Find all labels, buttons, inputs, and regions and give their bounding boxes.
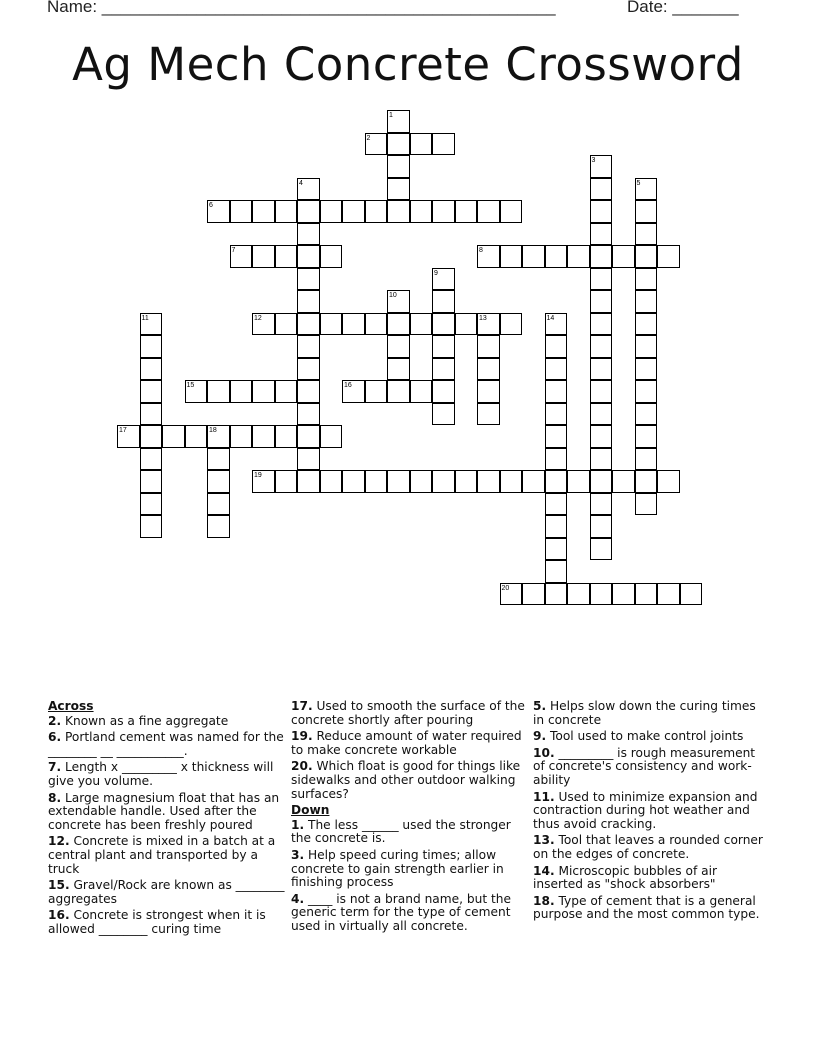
clue-item	[533, 791, 769, 832]
grid-cell[interactable]	[612, 583, 635, 606]
grid-cell[interactable]	[387, 200, 410, 223]
clue-item-number: 1.	[291, 817, 305, 832]
grid-cell[interactable]	[635, 358, 658, 381]
clue-item	[291, 730, 529, 757]
clue-number: 14	[546, 314, 555, 322]
grid-cell[interactable]	[657, 583, 680, 606]
grid-cell[interactable]	[297, 380, 320, 403]
clue-number: 9	[434, 269, 438, 277]
clue-item-text: Reduce amount of water required to make concrete workable	[291, 729, 522, 757]
clue-item-text: Length x _________ x thickness will give you volume.	[48, 760, 274, 788]
clue-item-number: 7.	[48, 760, 62, 775]
clue-item	[48, 792, 286, 833]
clue-item	[48, 761, 286, 788]
grid-cell[interactable]	[590, 335, 613, 358]
grid-cell[interactable]	[185, 425, 208, 448]
grid-cell[interactable]	[140, 335, 163, 358]
grid-cell[interactable]	[545, 403, 568, 426]
grid-cell[interactable]	[320, 245, 343, 268]
page-title: Ag Mech Concrete Crossword	[72, 38, 744, 91]
grid-cell[interactable]	[320, 470, 343, 493]
grid-cell[interactable]	[545, 380, 568, 403]
grid-cell[interactable]	[387, 380, 410, 403]
grid-cell[interactable]	[320, 200, 343, 223]
clue-item-text: Concrete is mixed in a batch at a central plant and transported by a truck	[48, 834, 276, 876]
grid-cell[interactable]	[545, 515, 568, 538]
clue-number: 20	[501, 584, 510, 592]
clue-item-number: 3.	[291, 847, 305, 862]
grid-cell[interactable]	[140, 403, 163, 426]
clue-item-number: 2.	[48, 713, 62, 728]
grid-cell[interactable]	[140, 470, 163, 493]
grid-cell[interactable]	[252, 380, 275, 403]
clue-item-number: 4.	[291, 891, 305, 906]
clue-number: 12	[254, 314, 262, 322]
grid-cell[interactable]	[275, 313, 298, 336]
clue-item-number: 15.	[48, 878, 70, 893]
grid-cell[interactable]	[297, 268, 320, 291]
grid-cell[interactable]	[590, 448, 613, 471]
grid-cell[interactable]	[207, 380, 230, 403]
clue-item-text: Tool that leaves a rounded corner on the edges of concrete.	[533, 833, 763, 861]
clue-item	[48, 909, 286, 936]
grid-cell[interactable]	[275, 200, 298, 223]
grid-cell[interactable]	[545, 425, 568, 448]
clue-number: 18	[209, 427, 217, 434]
grid-cell[interactable]	[365, 470, 388, 493]
grid-cell[interactable]	[342, 200, 365, 223]
clue-item-number: 8.	[48, 790, 62, 805]
grid-cell[interactable]	[590, 200, 613, 223]
grid-cell[interactable]	[590, 403, 613, 426]
grid-cell[interactable]	[275, 470, 298, 493]
clue-item	[533, 865, 769, 892]
clue-number: 4	[299, 179, 303, 187]
grid-cell[interactable]	[207, 493, 230, 516]
grid-cell[interactable]	[207, 470, 230, 493]
grid-cell[interactable]	[590, 245, 613, 268]
name-field-label[interactable]: Name: ________________________________________________	[47, 0, 556, 16]
grid-cell[interactable]	[432, 358, 455, 381]
grid-cell[interactable]	[635, 448, 658, 471]
clue-number: 10	[389, 292, 397, 299]
grid-cell[interactable]	[275, 425, 298, 448]
clue-number: 15	[186, 382, 195, 389]
grid-cell[interactable]	[410, 313, 433, 336]
grid-cell[interactable]	[545, 538, 568, 561]
grid-cell[interactable]	[230, 425, 253, 448]
grid-cell[interactable]	[455, 313, 478, 336]
grid-cell[interactable]	[635, 403, 658, 426]
grid-cell[interactable]	[567, 245, 590, 268]
clue-column-3	[533, 700, 769, 925]
clue-item-text: Portland cement was named for the ________ __ ___________.	[48, 730, 284, 758]
grid-cell[interactable]	[230, 200, 253, 223]
clue-item	[291, 819, 529, 846]
clue-number: 7	[231, 247, 236, 254]
grid-cell[interactable]	[545, 560, 568, 583]
grid-cell[interactable]	[297, 200, 320, 223]
clue-item-text: ____ is not a brand name, but the generic term for the type of cement used in virtually all concrete.	[291, 891, 512, 933]
grid-cell[interactable]	[590, 358, 613, 381]
grid-cell[interactable]	[500, 313, 523, 336]
clue-number: 3	[591, 157, 596, 164]
grid-cell[interactable]	[432, 380, 455, 403]
clue-item-number: 10.	[533, 745, 555, 760]
clue-item-number: 18.	[533, 893, 555, 908]
clue-number: 6	[209, 202, 213, 209]
grid-cell[interactable]	[140, 493, 163, 516]
clue-item-number: 11.	[533, 789, 555, 804]
grid-cell[interactable]	[162, 425, 185, 448]
grid-cell[interactable]	[275, 245, 298, 268]
grid-cell[interactable]	[500, 470, 523, 493]
grid-cell[interactable]	[590, 538, 613, 561]
grid-cell[interactable]	[477, 200, 500, 223]
clue-column-1	[48, 700, 286, 940]
grid-cell[interactable]	[387, 313, 410, 336]
grid-cell[interactable]	[432, 200, 455, 223]
clue-item	[533, 730, 769, 744]
grid-cell[interactable]	[387, 335, 410, 358]
clue-number: 1	[389, 112, 393, 119]
grid-cell[interactable]	[477, 403, 500, 426]
grid-cell[interactable]	[522, 470, 545, 493]
grid-cell[interactable]	[590, 493, 613, 516]
grid-cell[interactable]	[635, 245, 658, 268]
clue-item-text: Known as a fine aggregate	[61, 713, 229, 728]
clue-item-text: Type of cement that is a general purpose and the most common type.	[533, 893, 760, 922]
clue-item	[48, 715, 286, 729]
grid-cell[interactable]	[635, 290, 658, 313]
grid-cell[interactable]	[635, 380, 658, 403]
grid-cell[interactable]	[657, 245, 680, 268]
clue-item-text: Gravel/Rock are known as ________ aggregates	[48, 878, 285, 906]
clue-item	[291, 760, 529, 801]
grid-cell[interactable]	[590, 268, 613, 291]
grid-cell[interactable]	[342, 470, 365, 493]
grid-cell[interactable]	[477, 470, 500, 493]
grid-cell[interactable]	[477, 358, 500, 381]
clue-item	[533, 747, 769, 788]
clue-item-text: Help speed curing times; allow concrete to gain strength earlier in finishing process	[291, 847, 504, 890]
grid-cell[interactable]	[140, 358, 163, 381]
clue-number: 8	[479, 247, 483, 254]
grid-cell[interactable]	[545, 245, 568, 268]
clue-item-text: Helps slow down the curing times in concrete	[533, 699, 756, 727]
grid-cell[interactable]	[297, 223, 320, 246]
grid-cell[interactable]	[680, 583, 703, 606]
grid-cell[interactable]	[365, 380, 388, 403]
clue-item-number: 16.	[48, 908, 70, 923]
grid-cell[interactable]	[275, 380, 298, 403]
clue-number: 11	[141, 314, 149, 322]
grid-cell[interactable]	[590, 515, 613, 538]
clue-item	[48, 879, 286, 906]
grid-cell[interactable]	[635, 493, 658, 516]
clue-section-heading: Across	[48, 699, 94, 713]
clue-item-text: The less ______ used the stronger the concrete is.	[291, 817, 511, 846]
grid-cell[interactable]	[522, 245, 545, 268]
grid-cell[interactable]	[387, 358, 410, 381]
clue-item-text: _________ is rough measurement of concrete's consistency and work-ability	[533, 745, 756, 787]
grid-cell[interactable]	[297, 448, 320, 471]
grid-cell[interactable]	[477, 380, 500, 403]
grid-cell[interactable]	[567, 470, 590, 493]
grid-cell[interactable]	[635, 583, 658, 606]
grid-cell[interactable]	[140, 380, 163, 403]
grid-cell[interactable]	[140, 448, 163, 471]
grid-cell[interactable]	[297, 245, 320, 268]
clue-item	[291, 893, 529, 934]
grid-cell[interactable]	[410, 380, 433, 403]
grid-cell[interactable]	[432, 313, 455, 336]
grid-cell[interactable]	[635, 470, 658, 493]
clue-item-number: 5.	[533, 699, 547, 713]
grid-cell[interactable]	[545, 470, 568, 493]
grid-cell[interactable]	[230, 380, 253, 403]
grid-cell[interactable]	[612, 470, 635, 493]
grid-cell[interactable]	[297, 335, 320, 358]
grid-cell[interactable]	[635, 223, 658, 246]
clue-number: 19	[254, 472, 262, 479]
grid-cell[interactable]	[455, 470, 478, 493]
grid-cell[interactable]	[590, 470, 613, 493]
grid-cell[interactable]	[455, 200, 478, 223]
grid-cell[interactable]	[410, 470, 433, 493]
clue-item-text: Concrete is strongest when it is allowed ________ curing time	[48, 908, 266, 936]
grid-cell[interactable]	[342, 313, 365, 336]
grid-cell[interactable]	[252, 425, 275, 448]
grid-cell[interactable]	[297, 425, 320, 448]
clue-item-number: 12.	[48, 834, 70, 849]
clue-item-number: 13.	[533, 833, 555, 848]
grid-cell[interactable]	[590, 178, 613, 201]
clue-item	[48, 731, 286, 758]
clue-item-text: Microscopic bubbles of air inserted as "shock absorbers"	[533, 863, 718, 892]
clue-item	[291, 849, 529, 890]
grid-cell[interactable]	[545, 448, 568, 471]
grid-cell[interactable]	[432, 290, 455, 313]
clue-column-2	[291, 700, 529, 937]
clue-item-number: 14.	[533, 863, 555, 878]
grid-cell[interactable]	[140, 425, 163, 448]
grid-cell[interactable]	[635, 335, 658, 358]
grid-cell[interactable]	[387, 133, 410, 156]
grid-cell[interactable]	[320, 425, 343, 448]
grid-cell[interactable]	[635, 313, 658, 336]
grid-cell[interactable]	[590, 380, 613, 403]
grid-cell[interactable]	[590, 583, 613, 606]
clue-item-number: 19.	[291, 729, 313, 744]
clue-item	[533, 834, 769, 861]
grid-cell[interactable]	[432, 403, 455, 426]
clue-item-text: Used to minimize expansion and contraction during hot weather and thus avoid cracking.	[533, 789, 758, 831]
grid-cell[interactable]	[432, 470, 455, 493]
grid-cell[interactable]	[635, 268, 658, 291]
clue-item	[48, 835, 286, 876]
clue-item	[533, 700, 769, 727]
clue-item-number: 9.	[533, 729, 547, 744]
grid-cell[interactable]	[297, 313, 320, 336]
clue-item-number: 6.	[48, 730, 62, 745]
grid-cell[interactable]	[297, 290, 320, 313]
grid-cell[interactable]	[635, 200, 658, 223]
grid-cell[interactable]	[410, 133, 433, 156]
clue-number: 2	[366, 134, 371, 142]
grid-cell[interactable]	[297, 403, 320, 426]
grid-cell[interactable]	[545, 335, 568, 358]
grid-cell[interactable]	[590, 313, 613, 336]
grid-cell[interactable]	[432, 335, 455, 358]
grid-cell[interactable]	[297, 358, 320, 381]
clue-section-heading: Down	[291, 803, 330, 818]
grid-cell[interactable]	[365, 313, 388, 336]
clue-item-number: 20.	[291, 759, 313, 774]
grid-cell[interactable]	[432, 133, 455, 156]
clue-item	[533, 895, 769, 922]
grid-cell[interactable]	[387, 470, 410, 493]
clue-number: 13	[479, 314, 487, 322]
grid-cell[interactable]	[567, 583, 590, 606]
grid-cell[interactable]	[590, 425, 613, 448]
grid-cell[interactable]	[545, 583, 568, 606]
grid-cell[interactable]	[500, 200, 523, 223]
grid-cell[interactable]	[207, 448, 230, 471]
grid-cell[interactable]	[500, 245, 523, 268]
grid-cell[interactable]	[545, 358, 568, 381]
grid-cell[interactable]	[387, 155, 410, 178]
clue-number: 16	[344, 382, 352, 389]
grid-cell[interactable]	[590, 290, 613, 313]
grid-cell[interactable]	[612, 245, 635, 268]
clue-item-text: Large magnesium float that has an extendable handle. Used after the concrete has been freshly poured	[48, 790, 280, 832]
clue-item-number: 17.	[291, 699, 313, 713]
grid-cell[interactable]	[522, 583, 545, 606]
grid-cell[interactable]	[252, 200, 275, 223]
grid-cell[interactable]	[635, 425, 658, 448]
grid-cell[interactable]	[252, 245, 275, 268]
grid-cell[interactable]	[365, 200, 388, 223]
clue-item-text: Tool used to make control joints	[546, 729, 744, 744]
clue-item	[291, 700, 529, 727]
grid-cell[interactable]	[207, 515, 230, 538]
grid-cell[interactable]	[297, 470, 320, 493]
grid-cell[interactable]	[140, 515, 163, 538]
clue-number: 17	[119, 427, 127, 434]
grid-cell[interactable]	[590, 223, 613, 246]
grid-cell[interactable]	[320, 313, 343, 336]
grid-cell[interactable]	[410, 200, 433, 223]
grid-cell[interactable]	[387, 178, 410, 201]
date-field-label[interactable]: Date: _______	[627, 0, 739, 16]
clue-number: 5	[636, 179, 641, 187]
clue-item-text: Which float is good for things like sidewalks and other outdoor walking surfaces?	[291, 759, 521, 801]
grid-cell[interactable]	[477, 335, 500, 358]
clue-item-text: Used to smooth the surface of the concrete shortly after pouring	[291, 699, 525, 727]
grid-cell[interactable]	[657, 470, 680, 493]
grid-cell[interactable]	[545, 493, 568, 516]
